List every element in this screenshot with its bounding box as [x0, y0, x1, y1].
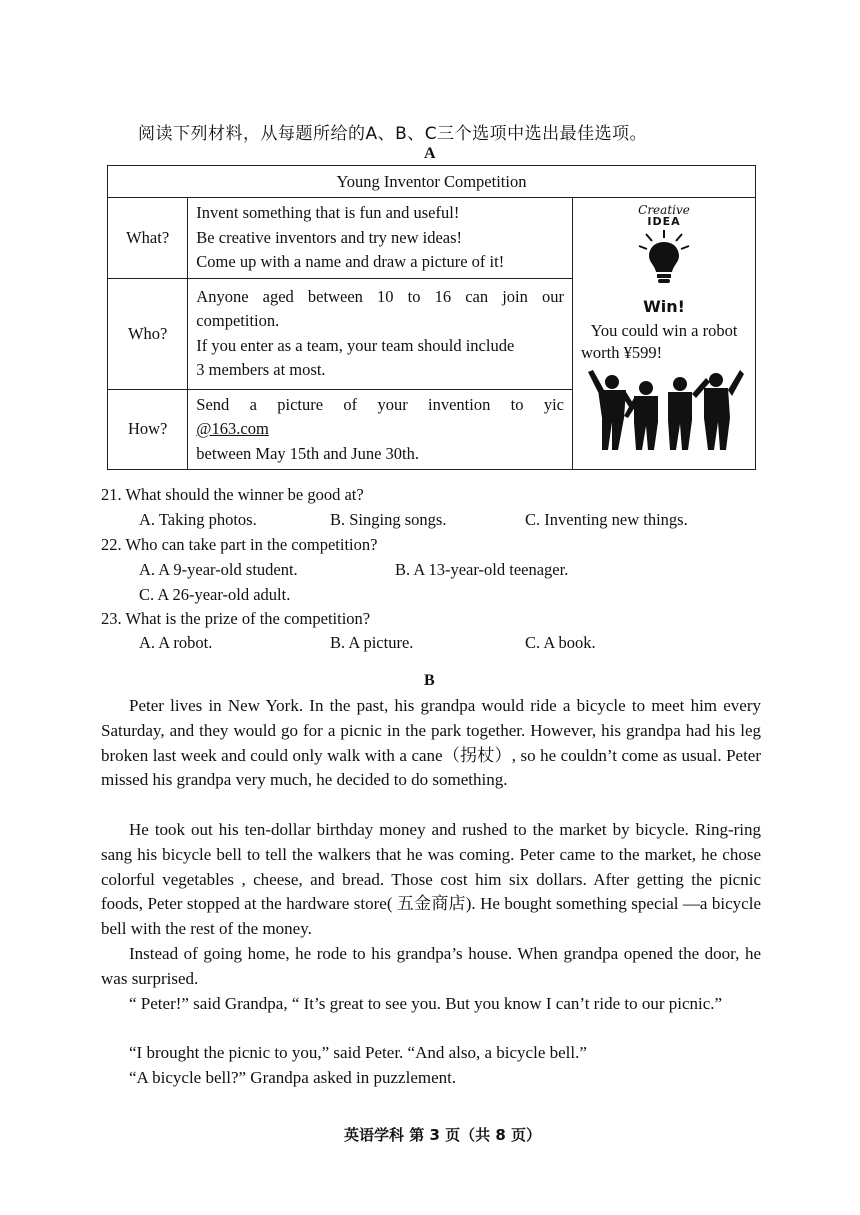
question-21-option-c: C. Inventing new things. [525, 510, 688, 529]
page-footer: 英语学科 第 3 页（共 8 页） [344, 1126, 541, 1144]
question-23-option-c: C. A book. [525, 633, 596, 652]
question-22-option-b: B. A 13-year-old teenager. [395, 560, 569, 579]
prize-text: You could win a robot worth ¥599! [581, 321, 738, 362]
question-22-stem: 22. Who can take part in the competition? [101, 535, 378, 554]
passage-paragraph-2: He took out his ten-dollar birthday money and rushed to the market by bicycle. Ring-ring sang his bicycle bell to tell the walkers that he was coming. Peter came to the market, he chose colorful vegetables , cheese, and bread. Those cost him six dollars. After getting the picnic foods, Peter stopped at the hardware store( 五金商店). He bought something special —a bicycle bell with the rest of the money. [101, 820, 761, 939]
question-21-stem: 21. What should the winner be good at? [101, 485, 364, 504]
logo-word-creative: Creative [638, 203, 690, 217]
lightbulb-icon [634, 228, 694, 286]
win-label: Win! [643, 297, 685, 316]
row-label-who: Who? [108, 278, 188, 389]
passage-paragraph-3: Instead of going home, he rode to his grandpa’s house. When grandpa opened the door, he was surprised. [101, 944, 761, 988]
question-21-option-a: A. Taking photos. [139, 510, 257, 529]
row-content-what: Invent something that is fun and useful! Be creative inventors and try new ideas! Come up with a name and draw a picture of it! [188, 198, 573, 279]
passage-paragraph-4: “ Peter!” said Grandpa, “ It’s great to see you. But you know I can’t ride to our picnic.” [129, 994, 723, 1013]
passage-paragraph-6: “A bicycle bell?” Grandpa asked in puzzlement. [129, 1068, 457, 1087]
question-23-option-a: A. A robot. [139, 633, 213, 652]
side-panel [573, 198, 756, 470]
row-content-who: Anyone aged between 10 to 16 can join our competition. If you enter as a team, your team should include 3 members at most. [188, 278, 573, 389]
question-21-option-b: B. Singing songs. [330, 510, 447, 529]
question-22-option-a: A. A 9-year-old student. [139, 560, 298, 579]
section-b-heading: B [424, 672, 435, 689]
row-label-what: What? [108, 198, 188, 279]
section-a-heading: A [424, 145, 436, 162]
logo-word-idea: IDEA [647, 215, 681, 228]
row-label-how: How? [108, 389, 188, 470]
row-content-how: Send a picture of your invention to yic @163.com between May 15th and June 30th. [188, 389, 573, 470]
instruction: 阅读下列材料，从每题所给的A、B、C三个选项中选出最佳选项。 [138, 124, 648, 144]
passage-paragraph-5: “I brought the picnic to you,” said Peter. “And also, a bicycle bell.” [129, 1043, 587, 1062]
question-23-option-b: B. A picture. [330, 633, 414, 652]
passage-paragraph-1: Peter lives in New York. In the past, his grandpa would ride a bicycle to meet him every Saturday, and they would go for a picnic in the park together. However, his grandpa had his leg broken last week and could only walk with a cane（拐杖）, so he couldn’t come as usual. Peter missed his grandpa very much, he decided to do something. [101, 696, 761, 790]
question-22-option-c: C. A 26-year-old adult. [139, 585, 291, 604]
table-title: Young Inventor Competition [108, 166, 756, 198]
dancing-people-icon [584, 368, 744, 454]
competition-table [107, 165, 756, 470]
question-23-stem: 23. What is the prize of the competition? [101, 609, 371, 628]
email-domain: @163.com [196, 419, 269, 438]
